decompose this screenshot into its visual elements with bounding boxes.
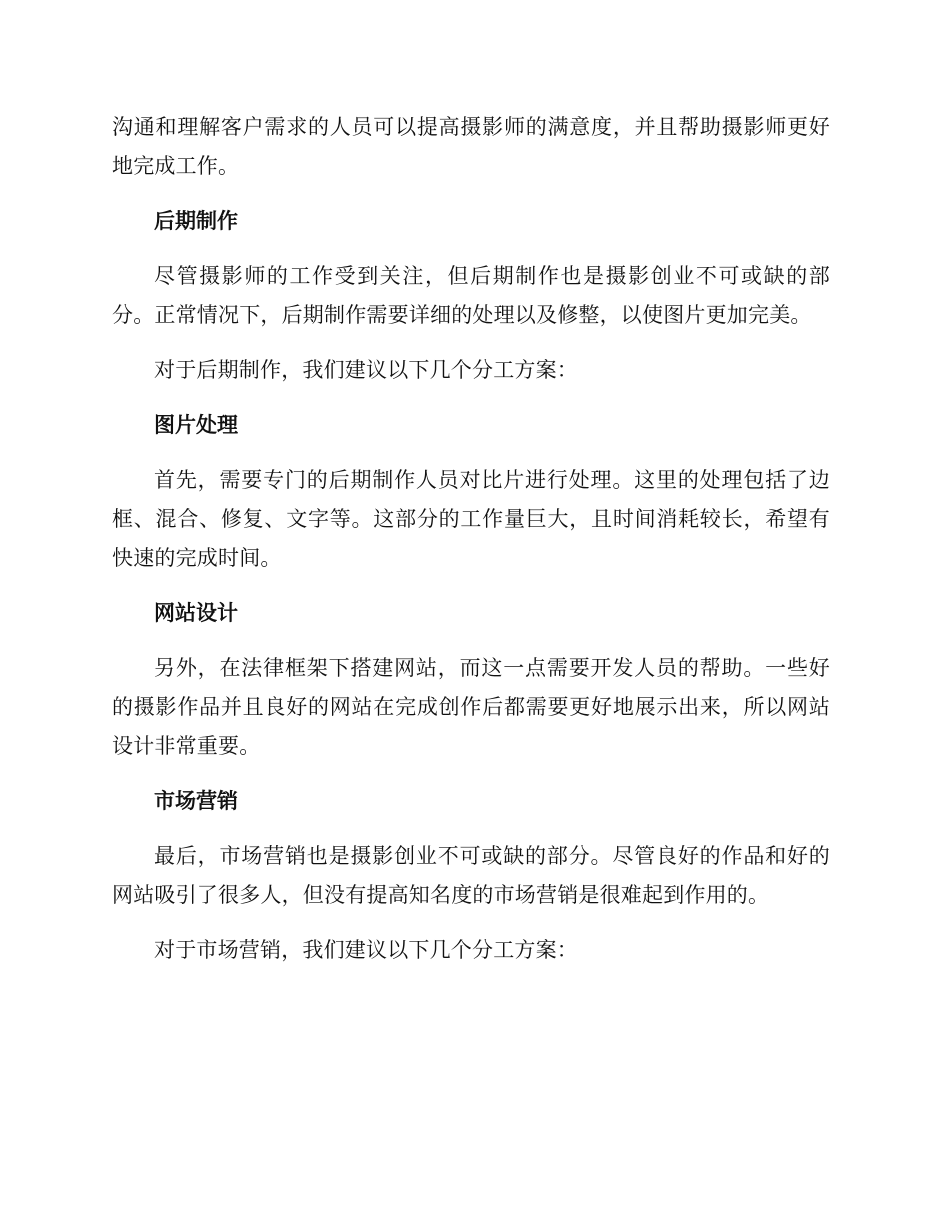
section-heading-website-design: 网站设计 <box>154 601 238 625</box>
section-heading-image-processing: 图片处理 <box>154 413 238 437</box>
paragraph-image-processing: 首先，需要专门的后期制作人员对比片进行处理。这里的处理包括了边框、混合、修复、文字等。这部分的工作量巨大，且时间消耗较长，希望有快速的完成时间。 <box>112 468 830 570</box>
paragraph-marketing-proposal: 对于市场营销，我们建议以下几个分工方案： <box>154 938 578 962</box>
paragraph-intro-continuation: 沟通和理解客户需求的人员可以提高摄影师的满意度，并且帮助摄影师更好地完成工作。 <box>112 115 830 178</box>
paragraph-website-design: 另外，在法律框架下搭建网站，而这一点需要开发人员的帮助。一些好的摄影作品并且良好的网站在完成创作后都需要更好地展示出来，所以网站设计非常重要。 <box>112 656 830 758</box>
section-heading-marketing: 市场营销 <box>154 789 238 813</box>
document-page <box>112 108 830 986</box>
paragraph-post-production: 尽管摄影师的工作受到关注，但后期制作也是摄影创业不可或缺的部分。正常情况下，后期制作需要详细的处理以及修整，以使图片更加完美。 <box>112 264 830 327</box>
paragraph-marketing: 最后，市场营销也是摄影创业不可或缺的部分。尽管良好的作品和好的网站吸引了很多人，但没有提高知名度的市场营销是很难起到作用的。 <box>112 844 830 907</box>
paragraph-post-production-proposal: 对于后期制作，我们建议以下几个分工方案： <box>154 358 578 382</box>
section-heading-post-production: 后期制作 <box>154 209 238 233</box>
